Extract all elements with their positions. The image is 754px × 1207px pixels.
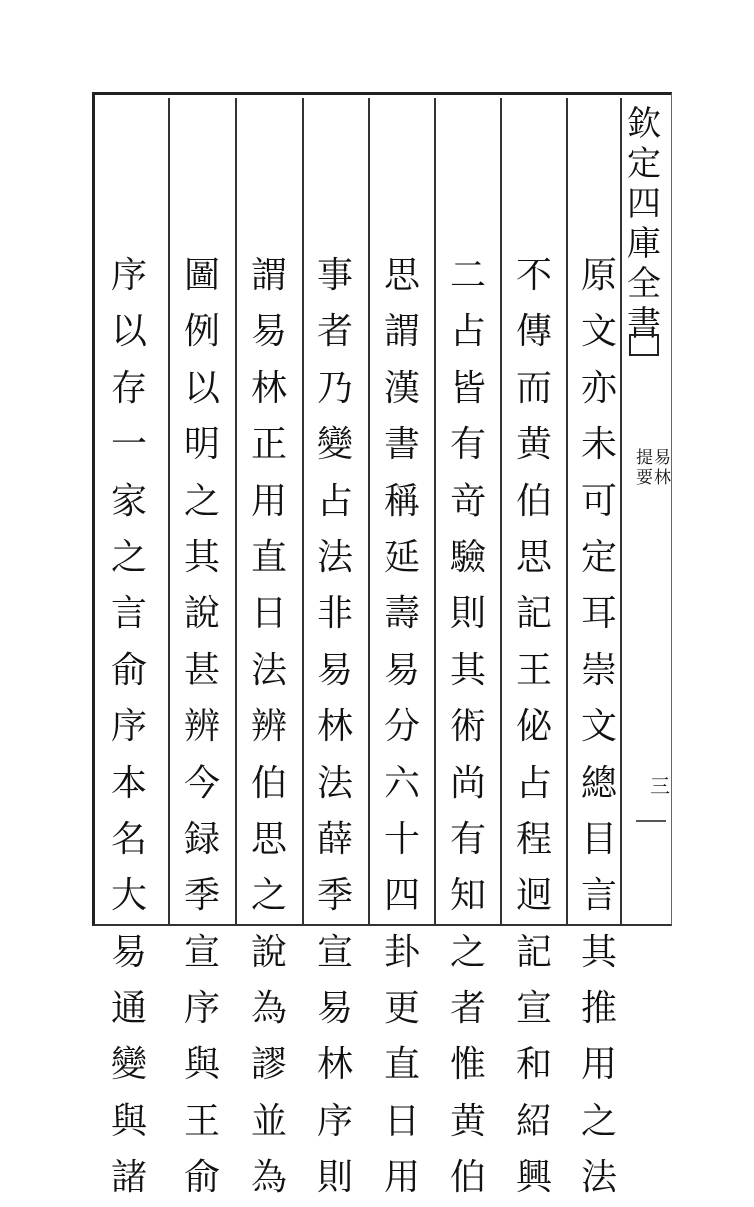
- character: 占: [449, 311, 486, 353]
- character: 謂: [383, 311, 420, 353]
- character: 興: [515, 1157, 552, 1199]
- character: 文: [580, 706, 617, 748]
- character: 宣: [316, 931, 353, 973]
- character: 紹: [515, 1100, 552, 1142]
- character: 法: [316, 536, 353, 578]
- text-column-7: [178, 248, 226, 1207]
- character: 皆: [449, 367, 486, 409]
- character: 易: [383, 649, 420, 691]
- character: 更: [383, 988, 420, 1030]
- character: 法: [580, 1157, 617, 1199]
- character: 之: [449, 931, 486, 973]
- column-rule: [566, 98, 568, 924]
- character: 有: [449, 424, 486, 466]
- character: 之: [110, 536, 147, 578]
- character: 書: [627, 304, 661, 344]
- text-column-8: [105, 248, 153, 1207]
- column-rule: [500, 98, 502, 924]
- character: 事: [316, 255, 353, 296]
- character: 與: [183, 1044, 220, 1086]
- character: 林: [316, 706, 353, 748]
- character: 宣: [515, 988, 552, 1030]
- character: 並: [250, 1100, 287, 1142]
- character: 易: [250, 311, 287, 353]
- character: 漢: [383, 367, 420, 409]
- character: 書: [383, 424, 420, 466]
- text-column-1: [575, 248, 623, 1207]
- character: 序: [110, 255, 147, 296]
- character: 推: [580, 988, 617, 1030]
- character: 定: [627, 144, 661, 184]
- character: 延: [383, 536, 420, 578]
- character: 欽: [627, 104, 661, 144]
- character: 言: [580, 875, 617, 917]
- character: 者: [316, 311, 353, 353]
- character: 壽: [383, 593, 420, 635]
- text-column-2: [510, 248, 558, 1207]
- character: 未: [580, 424, 617, 466]
- character: 目: [580, 818, 617, 860]
- character: 易: [316, 988, 353, 1030]
- character: 思: [383, 255, 420, 296]
- character: 占: [515, 762, 552, 804]
- character: 存: [110, 367, 147, 409]
- character: 以: [183, 367, 220, 409]
- character: 録: [183, 818, 220, 860]
- character: 圖: [183, 255, 220, 296]
- character: 大: [110, 875, 147, 917]
- margin-subtitle-b: [636, 448, 653, 488]
- character: 季: [316, 875, 353, 917]
- character: 不: [515, 255, 552, 296]
- character: 薛: [316, 818, 353, 860]
- section-mark-box: [629, 334, 659, 356]
- character: 王: [515, 649, 552, 691]
- character: 家: [110, 480, 147, 522]
- character: 用: [383, 1157, 420, 1199]
- character: 四: [627, 184, 661, 224]
- character: 季: [183, 875, 220, 917]
- page-number: 三: [650, 774, 670, 798]
- character: 一: [110, 424, 147, 466]
- character: 易: [316, 649, 353, 691]
- character: 王: [183, 1100, 220, 1142]
- character: 惟: [449, 1044, 486, 1086]
- character: 易: [654, 448, 671, 468]
- character: 法: [250, 649, 287, 691]
- character: 其: [183, 536, 220, 578]
- character: 程: [515, 818, 552, 860]
- character: 占: [316, 480, 353, 522]
- text-column-4: [378, 248, 426, 1207]
- text-column-3: [444, 248, 492, 1207]
- character: 思: [250, 818, 287, 860]
- character: 直: [250, 536, 287, 578]
- character: 黄: [515, 424, 552, 466]
- character: 知: [449, 875, 486, 917]
- character: 傳: [515, 311, 552, 353]
- column-rule: [168, 98, 170, 924]
- character: 變: [316, 424, 353, 466]
- character: 之: [250, 875, 287, 917]
- character: 耳: [580, 593, 617, 635]
- character: 其: [580, 931, 617, 973]
- character: 驗: [449, 536, 486, 578]
- character: 用: [580, 1044, 617, 1086]
- character: 者: [449, 988, 486, 1030]
- character: 庫: [627, 224, 661, 264]
- character: 明: [183, 424, 220, 466]
- character: 稱: [383, 480, 420, 522]
- character: 正: [250, 424, 287, 466]
- character: 佖: [515, 706, 552, 748]
- text-column-6: [245, 248, 293, 1207]
- page-number-rule: [636, 820, 666, 822]
- character: 例: [183, 311, 220, 353]
- character: 俞: [183, 1157, 220, 1199]
- character: 辨: [183, 706, 220, 748]
- character: 和: [515, 1044, 552, 1086]
- character: 非: [316, 593, 353, 635]
- character: 宣: [183, 931, 220, 973]
- character: 說: [183, 593, 220, 635]
- character: 二: [449, 255, 486, 296]
- character: 乃: [316, 367, 353, 409]
- character: 可: [580, 480, 617, 522]
- character: 卦: [383, 931, 420, 973]
- character: 變: [110, 1044, 147, 1086]
- character: 日: [250, 593, 287, 635]
- character: 則: [316, 1157, 353, 1199]
- character: 易: [110, 931, 147, 973]
- character: 其: [449, 649, 486, 691]
- character: 日: [383, 1100, 420, 1142]
- character: 林: [316, 1044, 353, 1086]
- character: 用: [250, 480, 287, 522]
- character: 之: [183, 480, 220, 522]
- character: 俞: [110, 649, 147, 691]
- character: 原: [580, 255, 617, 296]
- character: 定: [580, 536, 617, 578]
- character: 諸: [110, 1157, 147, 1199]
- character: 崇: [580, 649, 617, 691]
- character: 迥: [515, 875, 552, 917]
- character: 甚: [183, 649, 220, 691]
- character: 辨: [250, 706, 287, 748]
- character: 尚: [449, 762, 486, 804]
- character: 六: [383, 762, 420, 804]
- character: 文: [580, 311, 617, 353]
- character: 與: [110, 1100, 147, 1142]
- character: 為: [250, 988, 287, 1030]
- text-column-5: [311, 248, 359, 1207]
- character: 記: [515, 593, 552, 635]
- character: 黄: [449, 1100, 486, 1142]
- character: 伯: [250, 762, 287, 804]
- character: 四: [383, 875, 420, 917]
- column-rule: [302, 98, 304, 924]
- character: 提: [636, 448, 653, 468]
- character: 為: [250, 1157, 287, 1199]
- character: 全: [627, 264, 661, 304]
- column-rule: [235, 98, 237, 924]
- character: 說: [250, 931, 287, 973]
- character: 序: [110, 706, 147, 748]
- character: 法: [316, 762, 353, 804]
- character: 林: [654, 468, 671, 488]
- character: 言: [110, 593, 147, 635]
- column-rule: [434, 98, 436, 924]
- character: 今: [183, 762, 220, 804]
- character: 有: [449, 818, 486, 860]
- character: 謂: [250, 255, 287, 296]
- character: 本: [110, 762, 147, 804]
- margin-subtitle-a: [654, 448, 671, 488]
- character: 則: [449, 593, 486, 635]
- character: 序: [316, 1100, 353, 1142]
- character: 名: [110, 818, 147, 860]
- character: 伯: [515, 480, 552, 522]
- column-rule: [368, 98, 370, 924]
- character: 而: [515, 367, 552, 409]
- character: 序: [183, 988, 220, 1030]
- character: 十: [383, 818, 420, 860]
- character: 術: [449, 706, 486, 748]
- character: 通: [110, 988, 147, 1030]
- character: 之: [580, 1100, 617, 1142]
- character: 思: [515, 536, 552, 578]
- character: 分: [383, 706, 420, 748]
- character: 記: [515, 931, 552, 973]
- character: 林: [250, 367, 287, 409]
- book-title: [622, 104, 666, 344]
- character: 要: [636, 468, 653, 488]
- character: 謬: [250, 1044, 287, 1086]
- character: 直: [383, 1044, 420, 1086]
- character: 竒: [449, 480, 486, 522]
- character: 總: [580, 762, 617, 804]
- character: 伯: [449, 1157, 486, 1199]
- character: 以: [110, 311, 147, 353]
- character: 亦: [580, 367, 617, 409]
